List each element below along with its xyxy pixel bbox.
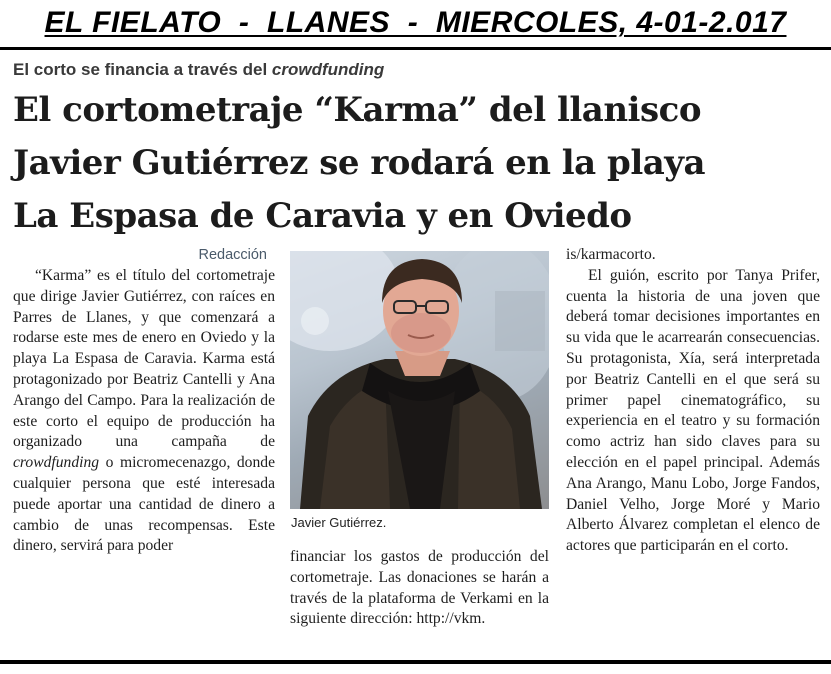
kicker: El corto se financia a través del crowdfunding bbox=[13, 60, 385, 79]
portrait-photo bbox=[290, 251, 549, 509]
portrait-illustration bbox=[290, 251, 549, 509]
article-column-1 bbox=[13, 266, 275, 557]
photo-caption: Javier Gutiérrez. bbox=[291, 515, 387, 530]
column-2-paragraph: financiar los gastos de producción del cortometraje. Las donaciones se harán a través de la plataforma de Verkami en la siguiente dirección: http://vkm. bbox=[290, 548, 549, 628]
article-column-3 bbox=[566, 245, 820, 557]
bottom-rule bbox=[0, 660, 831, 664]
column-3-url-continuation: is/karmacorto. bbox=[566, 246, 656, 263]
masthead-title: EL FIELATO - LLANES - MIERCOLES, 4-01-2.017 bbox=[44, 6, 787, 39]
byline: Redacción bbox=[198, 247, 267, 263]
headline bbox=[13, 84, 823, 243]
headline-line-2: Javier Gutiérrez se rodará en la playa bbox=[13, 143, 706, 183]
article-column-2 bbox=[290, 547, 549, 630]
headline-line-1: El cortometraje “Karma” del llanisco bbox=[13, 90, 701, 130]
column-3-paragraph: El guión, escrito por Tanya Prifer, cuenta la historia de una joven que deberá tomar decisiones importantes en su vida que le acarrearán consecuencias. Su protagonista, Xía, será interpretada por Beatriz Cantelli en el que será su primer papel cinematográfico, su experiencia en el teatro y su formación como actriz han sido claves para su elección en el papel principal. Además Ana Arango, Manu Lobo, Jorge Fandos, Daniel Velho, Jorge Moré y Mario Alberto Álvarez completan el elenco de actores que participarán en el corto. bbox=[566, 266, 820, 555]
column-1-paragraph: “Karma” es el título del cortometraje que dirige Javier Gutiérrez, con raíces en Parres de Llanes, y que comenzará a rodarse este mes de enero en Oviedo y la playa La Espasa de Caravia. Karma está protagonizado por Beatriz Cantelli y Ana Arango del Campo. Para la realización de este corto el equipo de producción ha organizado una campaña de crowdfunding o micromecenazgo, donde cualquier persona que esté interesada puede aportar una cantidad de dinero a cambio de unas recompensas. Este dinero, servirá para poder bbox=[13, 267, 275, 555]
top-rule bbox=[0, 47, 831, 50]
headline-line-3: La Espasa de Caravia y en Oviedo bbox=[13, 196, 632, 236]
